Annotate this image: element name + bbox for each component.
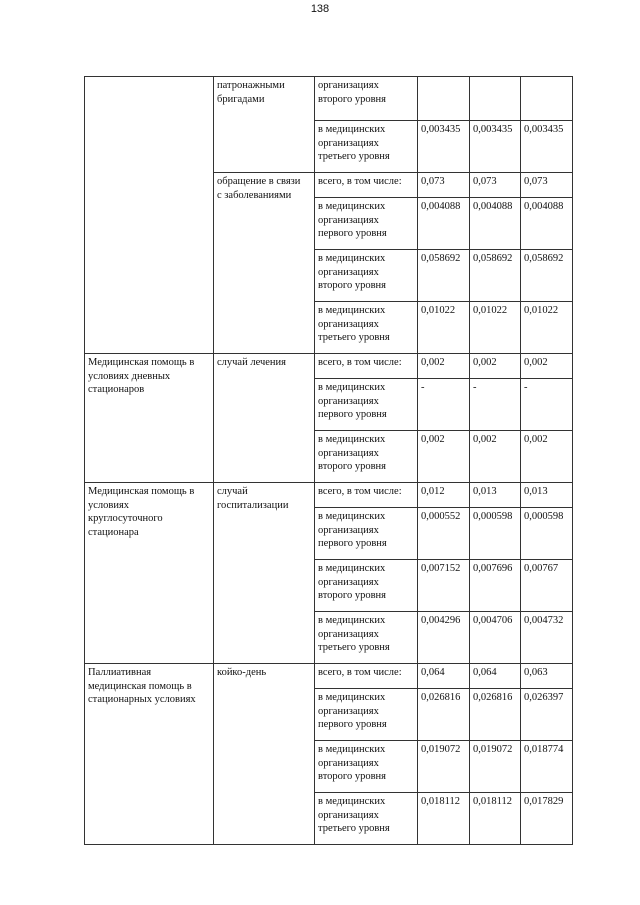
value-cell-year-1: 0,012	[418, 483, 470, 508]
value-cell-year-1: 0,002	[418, 354, 470, 379]
unit-cell: патронажными бригадами	[214, 77, 315, 173]
value-cell-year-2: 0,007696	[470, 560, 521, 612]
level-cell: в медицинских организациях первого уровня	[315, 198, 418, 250]
value-cell-year-1: -	[418, 379, 470, 431]
value-cell-year-2: 0,004706	[470, 612, 521, 664]
level-cell: всего, в том числе:	[315, 173, 418, 198]
care-type-cell: Паллиативная медицинская помощь в стационарных условиях	[85, 664, 214, 845]
level-cell: в медицинских организациях первого уровня	[315, 508, 418, 560]
value-cell-year-1: 0,004296	[418, 612, 470, 664]
value-cell-year-3: 0,000598	[521, 508, 573, 560]
value-cell-year-2: 0,003435	[470, 121, 521, 173]
level-cell: в медицинских организациях третьего уровня	[315, 121, 418, 173]
value-cell-year-1: 0,018112	[418, 793, 470, 845]
level-cell: в медицинских организациях второго уровня	[315, 250, 418, 302]
value-cell-year-3: 0,063	[521, 664, 573, 689]
value-cell-year-2: 0,026816	[470, 689, 521, 741]
value-cell-year-1: 0,026816	[418, 689, 470, 741]
value-cell-year-3	[521, 77, 573, 121]
value-cell-year-2: 0,01022	[470, 302, 521, 354]
value-cell-year-1: 0,058692	[418, 250, 470, 302]
value-cell-year-2: 0,002	[470, 354, 521, 379]
level-cell: в медицинских организациях второго уровня	[315, 741, 418, 793]
value-cell-year-2: 0,073	[470, 173, 521, 198]
care-type-cell: Медицинская помощь в условиях круглосуточного стационара	[85, 483, 214, 664]
value-cell-year-3: 0,058692	[521, 250, 573, 302]
value-cell-year-1: 0,000552	[418, 508, 470, 560]
care-type-cell	[85, 77, 214, 354]
value-cell-year-3: 0,013	[521, 483, 573, 508]
value-cell-year-3: 0,018774	[521, 741, 573, 793]
value-cell-year-3: 0,00767	[521, 560, 573, 612]
care-type-cell: Медицинская помощь в условиях дневных стационаров	[85, 354, 214, 483]
value-cell-year-3: 0,026397	[521, 689, 573, 741]
value-cell-year-1: 0,007152	[418, 560, 470, 612]
level-cell: в медицинских организациях второго уровня	[315, 560, 418, 612]
value-cell-year-3: -	[521, 379, 573, 431]
level-cell: всего, в том числе:	[315, 354, 418, 379]
level-cell: в медицинских организациях третьего уровня	[315, 302, 418, 354]
value-cell-year-1: 0,002	[418, 431, 470, 483]
value-cell-year-1: 0,003435	[418, 121, 470, 173]
value-cell-year-2: 0,018112	[470, 793, 521, 845]
level-cell: в медицинских организациях второго уровня	[315, 431, 418, 483]
value-cell-year-1	[418, 77, 470, 121]
value-cell-year-1: 0,073	[418, 173, 470, 198]
value-cell-year-1: 0,004088	[418, 198, 470, 250]
level-cell: в медицинских организациях первого уровня	[315, 379, 418, 431]
value-cell-year-2: 0,058692	[470, 250, 521, 302]
level-cell: всего, в том числе:	[315, 664, 418, 689]
value-cell-year-1: 0,064	[418, 664, 470, 689]
table-row	[85, 77, 573, 121]
value-cell-year-1: 0,019072	[418, 741, 470, 793]
level-cell: в медицинских организациях первого уровня	[315, 689, 418, 741]
value-cell-year-3: 0,073	[521, 173, 573, 198]
value-cell-year-2: 0,000598	[470, 508, 521, 560]
unit-cell: случай госпитализации	[214, 483, 315, 664]
level-cell: в медицинских организациях третьего уровня	[315, 793, 418, 845]
unit-cell: обращение в связи с заболеваниями	[214, 173, 315, 354]
value-cell-year-2: -	[470, 379, 521, 431]
value-cell-year-2: 0,064	[470, 664, 521, 689]
value-cell-year-2	[470, 77, 521, 121]
page-number: 138	[310, 3, 330, 15]
table-row	[85, 354, 573, 379]
value-cell-year-3: 0,002	[521, 354, 573, 379]
unit-cell: случай лечения	[214, 354, 315, 483]
value-cell-year-1: 0,01022	[418, 302, 470, 354]
value-cell-year-3: 0,017829	[521, 793, 573, 845]
value-cell-year-3: 0,003435	[521, 121, 573, 173]
value-cell-year-3: 0,004088	[521, 198, 573, 250]
value-cell-year-2: 0,002	[470, 431, 521, 483]
table-row	[85, 483, 573, 508]
value-cell-year-3: 0,002	[521, 431, 573, 483]
value-cell-year-3: 0,01022	[521, 302, 573, 354]
level-cell: в медицинских организациях третьего уровня	[315, 612, 418, 664]
unit-cell: койко-день	[214, 664, 315, 845]
volume-standards-table	[84, 76, 573, 845]
table-row	[85, 664, 573, 689]
value-cell-year-2: 0,004088	[470, 198, 521, 250]
value-cell-year-2: 0,019072	[470, 741, 521, 793]
value-cell-year-3: 0,004732	[521, 612, 573, 664]
level-cell: всего, в том числе:	[315, 483, 418, 508]
level-cell: организациях второго уровня	[315, 77, 418, 121]
value-cell-year-2: 0,013	[470, 483, 521, 508]
